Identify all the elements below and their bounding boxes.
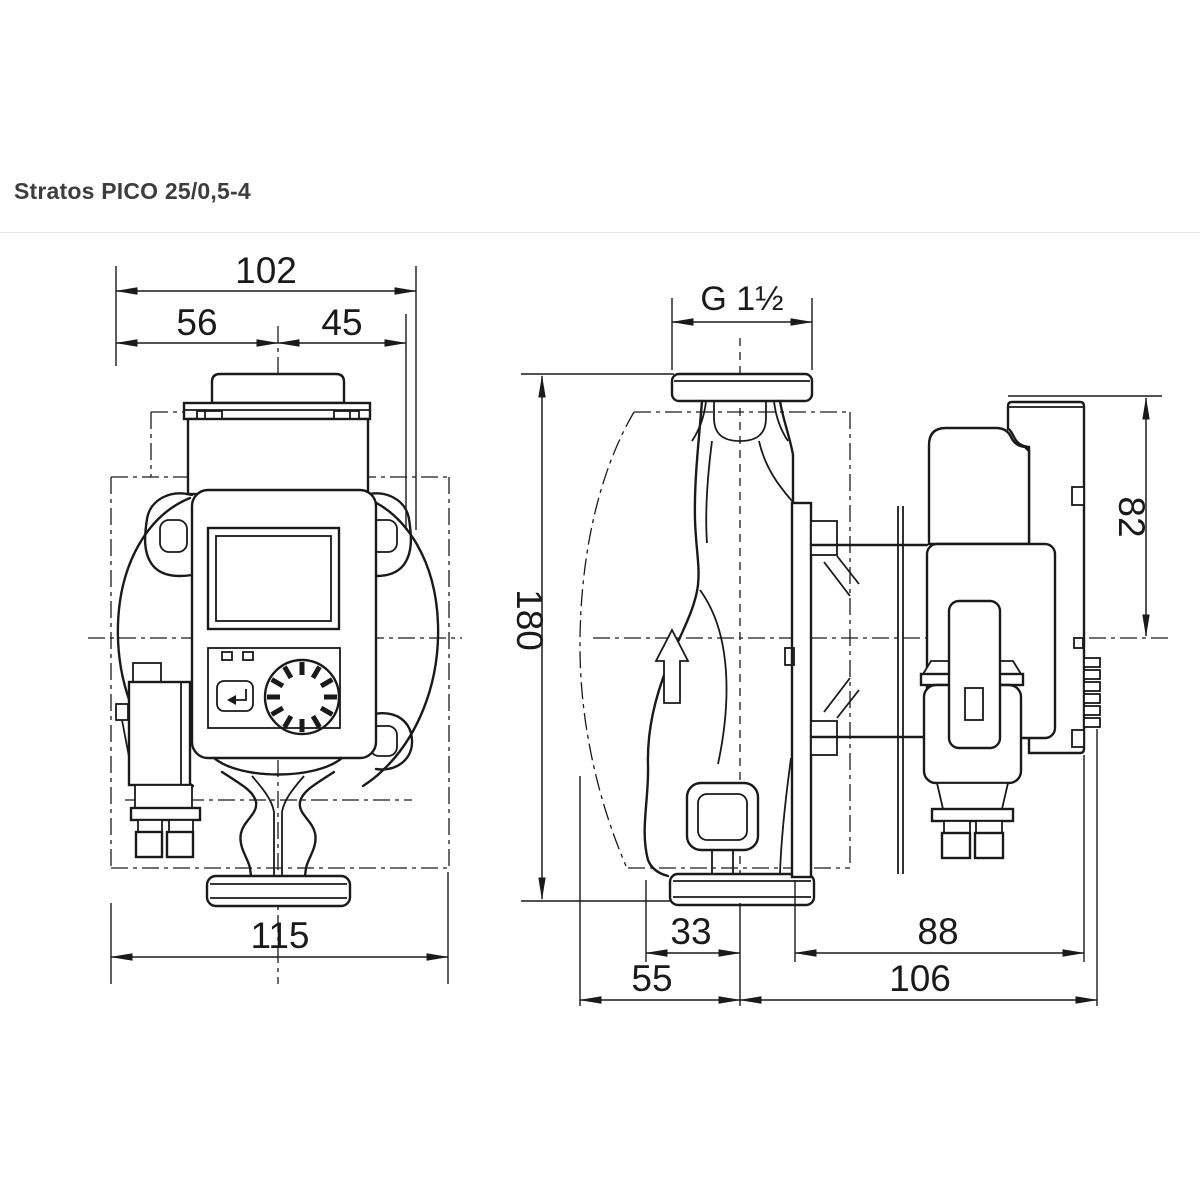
stator-section bbox=[811, 506, 927, 874]
dim-label-thread: G 1½ bbox=[700, 280, 784, 318]
front-bottom-flange bbox=[207, 876, 350, 906]
mounting-plate bbox=[785, 503, 859, 877]
terminal-ribs bbox=[1084, 658, 1100, 727]
front-view bbox=[88, 250, 462, 984]
dim-label-102: 102 bbox=[235, 250, 297, 291]
dim-label-33: 33 bbox=[670, 911, 712, 952]
flow-direction-arrow bbox=[656, 630, 688, 703]
dim-label-55: 55 bbox=[631, 958, 673, 999]
control-box bbox=[192, 490, 376, 758]
dim-label-115: 115 bbox=[250, 915, 310, 956]
housing-window bbox=[687, 783, 758, 874]
dim-label-180: 180 bbox=[509, 589, 550, 651]
page-title: Stratos PICO 25/0,5-4 bbox=[14, 178, 251, 204]
side-view bbox=[509, 280, 1168, 1006]
motor-housing-top bbox=[929, 428, 1029, 544]
threaded-port-top bbox=[672, 374, 812, 441]
top-cap bbox=[212, 374, 344, 403]
dim-label-45: 45 bbox=[321, 302, 363, 343]
dim-label-82: 82 bbox=[1111, 496, 1152, 538]
dim-label-56: 56 bbox=[176, 302, 218, 343]
head-upper-body bbox=[188, 419, 368, 494]
dim-label-88: 88 bbox=[917, 911, 959, 952]
ear-left-hole bbox=[160, 520, 187, 552]
front-cable-connector bbox=[116, 663, 200, 857]
side-bottom-flange bbox=[670, 874, 814, 905]
dim-label-106: 106 bbox=[889, 958, 951, 999]
ear-left bbox=[145, 493, 192, 576]
